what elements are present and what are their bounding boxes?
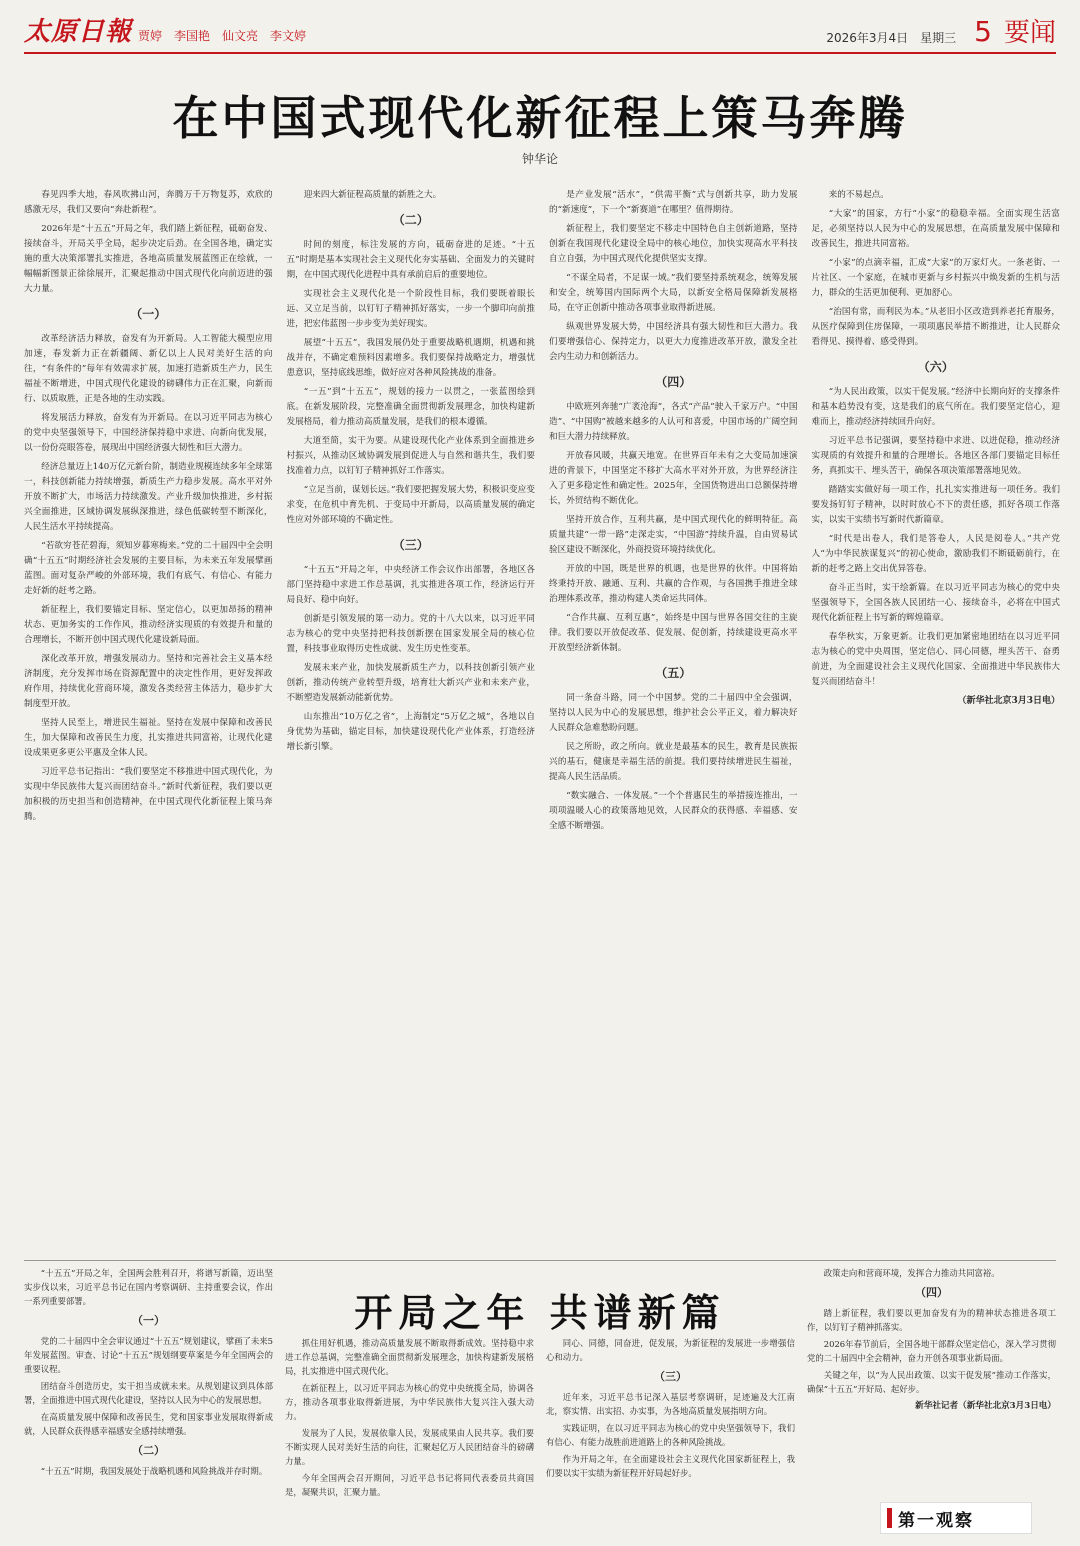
paragraph: “十五五”开局之年，全国两会胜利召开，将谱写新篇，迈出坚实步伐以来，习近平总书记在国内考察调研、主持重要会议，作出一系列重要部署。	[24, 1268, 273, 1306]
section-number: （六）	[917, 360, 954, 374]
editors-list	[138, 27, 306, 52]
paragraph: 同一条奋斗路，同一个中国梦。党的二十届四中全会强调，坚持以人民为中心的发展思想，维护社会公平正义，着力解决好人民群众急难愁盼问题。	[549, 693, 798, 733]
editor-name: 贾婷	[138, 29, 163, 43]
paragraph: “为人民出政策，以实干促发展。”经济中长期向好的支撑条件和基本趋势没有变，这是我们的底气所在。我们要坚定信心，迎难而上，推动经济持续回升向好。	[811, 387, 1060, 427]
paragraph: 作为开局之年，在全面建设社会主义现代化国家新征程上，我们要以实干实绩为新征程开好局起好步。	[546, 1454, 795, 1478]
newspaper-logo: 太原日報	[24, 17, 133, 47]
section-number: （四）	[655, 375, 692, 389]
paragraph: “时代是出卷人，我们是答卷人，人民是阅卷人。”共产党人“为中华民族谋复兴”的初心使命，激励我们不断砥砺前行，在新的赶考之路上交出优异答卷。	[811, 534, 1060, 574]
paragraph: 迎来四大新征程高质量的新胜之大。	[303, 190, 442, 200]
paragraph: 习近平总书记强调，要坚持稳中求进、以进促稳，推动经济实现质的有效提升和量的合理增长。各地区各部门要锚定目标任务，真抓实干、埋头苦干，确保各项决策部署落地见效。	[811, 436, 1060, 476]
article-column	[549, 188, 798, 1252]
paragraph: 政策走向和营商环境，发挥合力推动共同富裕。	[823, 1268, 1000, 1278]
paragraph: 抓住用好机遇，推动高质量发展不断取得新成效。坚持稳中求进工作总基调，完整准确全面贯彻新发展理念，加快构建新发展格局，扎实推进中国式现代化。	[285, 1338, 534, 1376]
paragraph: “一五”到“十五五”，规划的接力一以贯之，一张蓝图绘到底。在新发展阶段，完整准确全面贯彻新发展理念，加快构建新发展格局，着力推动高质量发展，是我们的根本遵循。	[286, 387, 535, 427]
paragraph: 实现社会主义现代化是一个阶段性目标，我们要既着眼长远、又立足当前，以钉钉子精神抓好落实，一步一个脚印向前推进，把宏伟蓝图一步步变为美好现实。	[286, 289, 535, 329]
paragraph: 来的不易起点。	[828, 190, 889, 200]
paragraph: 深化改革开放，增强发展动力。坚持和完善社会主义基本经济制度，充分发挥市场在资源配置中的决定性作用，更好发挥政府作用，持续优化营商环境，激发各类经营主体活力，稳步扩大制度型开放。	[24, 654, 273, 709]
paragraph: 在新征程上，以习近平同志为核心的党中央统揽全局，协调各方，推动各项事业取得新进展，为中华民族伟大复兴注入强大动力。	[285, 1383, 534, 1421]
paragraph: 新征程上，我们要锚定目标、坚定信心，以更加昂扬的精神状态、更加务实的工作作风，推动经济实现质的有效提升和量的合理增长，不断开创中国式现代化建设新局面。	[24, 605, 273, 645]
badge-label: 第一观察	[898, 1510, 974, 1531]
paragraph: 同心、同德，同奋进，促发展，为新征程的发展进一步增强信心和动力。	[546, 1338, 795, 1362]
badge-accent-bar	[887, 1508, 892, 1528]
main-article-body	[24, 188, 1060, 1252]
section-number: （五）	[655, 666, 692, 680]
paragraph: 展望“十五五”，我国发展仍处于重要战略机遇期，机遇和挑战并存，不确定难预料因素增多。我们要保持战略定力，增强忧患意识，坚持底线思维，做好应对各种风险挑战的准备。	[286, 338, 535, 378]
article-column	[812, 188, 1061, 1252]
paragraph: 创新是引领发展的第一动力。党的十八大以来，以习近平同志为核心的党中央坚持把科技创新摆在国家发展全局的核心位置，科技事业取得历史性成就、发生历史性变革。	[286, 614, 535, 654]
paragraph: 经济总量迈上140万亿元新台阶，制造业规模连续多年全球第一，科技创新能力持续增强，新质生产力稳步发展。高水平对外开放不断扩大，市场活力持续激发。产业升级加快推进，乡村振兴全面推进，区域协调发展纵深推进，绿色低碳转型不断深化，人民生活水平持续提高。	[24, 462, 273, 532]
paragraph: 将发展活力释放，奋发有为开新局。在以习近平同志为核心的党中央坚强领导下，中国经济保持稳中求进、向新向优发展，以一份份亮眼答卷，展现出中国经济强大韧性和巨大潜力。	[24, 413, 273, 453]
paragraph: “十五五”时期，我国发展处于战略机遇和风险挑战并存时期。	[40, 1466, 268, 1476]
paragraph: 坚持开放合作，互利共赢，是中国式现代化的鲜明特征。高质量共建“一带一路”走深走实，“中国游”持续升温，自由贸易试验区建设不断深化，外商投资环境持续优化。	[549, 515, 798, 555]
paragraph: 坚持人民至上，增进民生福祉。坚持在发展中保障和改善民生，加大保障和改善民生力度，扎实推进共同富裕，让现代化建设成果更多更公平惠及全体人民。	[24, 718, 273, 758]
paragraph: 春华秋实，万象更新。让我们更加紧密地团结在以习近平同志为核心的党中央周围，坚定信心、同心同德，埋头苦干、奋勇前进，为全面建设社会主义现代化国家、全面推进中华民族伟大复兴而团结奋斗！	[811, 632, 1060, 687]
paragraph: 改革经济活力释放，奋发有为开新局。人工智能大模型应用加速，春发新力正在新疆阔、新亿以上人民对美好生活的向往，“有条件的”每年有效需求扩展，加速打造新质生产力，民生福祉不断增进，中国式现代化建设的磅礴伟力正在汇聚，向新而行、以质取胜，正是各地的生动实践。	[24, 334, 273, 404]
paragraph: “大家”的国家，方行“小家”的稳稳幸福。全面实现生活富足，必须坚持以人民为中心的发展思想，在高质量发展中保障和改善民生，推进共同富裕。	[811, 209, 1060, 249]
paragraph: “治国有常，而利民为本。”从老旧小区改造到养老托育服务，从医疗保障到住房保障，一项项惠民举措不断推进，让人民群众看得见、摸得着、感受得到。	[811, 307, 1060, 347]
editor-name: 李国艳	[174, 29, 211, 43]
masthead	[24, 12, 1056, 54]
paragraph: “若欲穷苍茫碧海，须知岁暮寒梅来。”党的二十届四中全会明确“十五五”时期经济社会发展的主要目标，为未来五年发展擘画蓝图。面对复杂严峻的外部环境，我们有底气、有信心、有能力走好新的赶考之路。	[24, 541, 273, 596]
section-number: （一）	[130, 307, 167, 321]
paragraph: “小家”的点滴幸福，汇成“大家”的万家灯火。一条老街、一片社区、一个家庭，在城市更新与乡村振兴中焕发新的生机与活力，群众的生活更加便利、更加舒心。	[811, 258, 1060, 298]
page-number: 5	[974, 15, 992, 48]
article-credit: 新华社记者（新华社北京3月3日电）	[915, 1401, 1056, 1411]
paragraph: 山东推出“10万亿之省”，上海制定“5万亿之城”，各地以自身优势为基础，锚定目标，加快建设现代化产业体系，打造经济增长新引擎。	[286, 712, 535, 752]
paragraph: 踏踏实实做好每一项工作，扎扎实实推进每一项任务。我们要发扬钉钉子精神，以时时放心不下的责任感，抓好各项工作落实，以实干实绩书写新时代新篇章。	[811, 485, 1060, 525]
paragraph: “不谋全局者，不足谋一域。”我们要坚持系统观念，统筹发展和安全，统筹国内国际两个大局，以新安全格局保障新发展格局，在守正创新中推动各项事业取得新进展。	[549, 273, 798, 313]
section-number: （三）	[654, 1370, 687, 1383]
paragraph: 开放春风暖，共赢天地宽。在世界百年未有之大变局加速演进的背景下，中国坚定不移扩大高水平对外开放，为世界经济注入了更多稳定性和确定性。2025年，全国货物进出口总额保持增长，外贸结构不断优化。	[549, 451, 798, 506]
section-number: （二）	[392, 213, 429, 227]
paragraph: 在高质量发展中保障和改善民生，党和国家事业发展取得新成就，人民群众获得感幸福感安全感持续增强。	[24, 1412, 273, 1436]
main-headline: 在中国式现代化新征程上策马奔腾	[172, 91, 908, 145]
paragraph: 奋斗正当时，实干绘新篇。在以习近平同志为核心的党中央坚强领导下，全国各族人民团结一心、接续奋斗，必将在中国式现代化新征程上书写新的辉煌篇章。	[811, 583, 1060, 623]
sub-headline: 开局之年 共谱新篇	[354, 1291, 726, 1335]
paragraph: “数实融合、一体发展。”一个个普惠民生的举措接连推出，一项项温暖人心的政策落地见效，人民群众的获得感、幸福感、安全感不断增强。	[549, 791, 798, 831]
paragraph: 2026年春节前后，全国各地干部群众坚定信心，深入学习贯彻党的二十届四中全会精神，奋力开创各项事业新局面。	[807, 1339, 1056, 1363]
article-credit: （新华社北京3月3日电）	[957, 696, 1060, 706]
paragraph: 民之所盼，政之所向。就业是最基本的民生，教育是民族振兴的基石，健康是幸福生活的前提。我们要持续增进民生福祉，提高人民生活品质。	[549, 742, 798, 782]
section-number: （二）	[132, 1444, 165, 1457]
section-number: （四）	[915, 1286, 948, 1299]
paragraph: “合作共赢、互利互惠”，始终是中国与世界各国交往的主旋律。我们要以开放促改革、促发展、促创新，持续建设更高水平开放型经济新体制。	[549, 613, 798, 653]
article-column	[287, 188, 536, 1252]
paragraph: 中欧班列奔驰“广袤沧海”，各式“产品”驶入千家万户。“中国造”、“中国购”被越来越多的人认可和喜爱，中国市场的广阔空间和巨大潜力持续释放。	[549, 402, 798, 442]
paragraph: 开放的中国，既是世界的机遇，也是世界的伙伴。中国将始终秉持开放、融通、互利、共赢的合作观，与各国携手推进全球治理体系改革，推动构建人类命运共同体。	[549, 564, 798, 604]
paragraph: 近年来，习近平总书记深入基层考察调研，足迹遍及大江南北，察实情、出实招、办实事，为各地高质量发展指明方向。	[546, 1392, 795, 1416]
section-number: （一）	[132, 1314, 165, 1327]
section-name: 要闻	[1003, 18, 1056, 48]
paragraph: “立足当前，谋划长远。”我们要把握发展大势，积极识变应变求变，在危机中育先机、于变局中开新局，以高质量发展的确定性应对外部环境的不确定性。	[286, 485, 535, 525]
section-number: （三）	[392, 538, 429, 552]
paragraph: “十五五”开局之年，中央经济工作会议作出部署，各地区各部门坚持稳中求进工作总基调，扎实推进各项工作，经济运行开局良好、稳中向好。	[286, 565, 535, 605]
paragraph: 是产业发展“活水”，“供需平衡”式与创新共享，助力发展的“新速度”，下一个“新赛道”在哪里？值得期待。	[549, 190, 798, 215]
paragraph: 踏上新征程，我们要以更加奋发有为的精神状态推进各项工作，以钉钉子精神抓落实。	[807, 1308, 1056, 1332]
paragraph: 今年全国两会召开期间，习近平总书记将同代表委员共商国是，凝聚共识，汇聚力量。	[285, 1473, 534, 1497]
paragraph: 习近平总书记指出：“我们要坚定不移推进中国式现代化，为实现中华民族伟大复兴而团结奋斗。”新时代新征程，我们要以更加积极的历史担当和创造精神，在中国式现代化新征程上策马奔腾。	[24, 767, 273, 822]
byline: 钟华论	[521, 152, 558, 166]
paragraph: 发展为了人民，发展依靠人民，发展成果由人民共享。我们要不断实现人民对美好生活的向往，汇聚起亿万人民团结奋斗的磅礴力量。	[285, 1428, 534, 1466]
paragraph: 春见四季大地，春风吹拂山河，奔腾万千万物复苏，欢欣的感激无尽，我们又要向“奔赴新程”。	[24, 190, 273, 215]
date-area	[826, 15, 1056, 52]
paragraph: 发展未来产业，加快发展新质生产力，以科技创新引领产业创新，推动传统产业转型升级，培育壮大新兴产业和未来产业，不断塑造发展新动能新优势。	[286, 663, 535, 703]
section-divider	[24, 1260, 1056, 1261]
paragraph: 团结奋斗创造历史，实干担当成就未来。从规划建议到具体部署，全面推进中国式现代化建设，坚持以人民为中心的发展思想。	[24, 1381, 273, 1405]
paragraph: 实践证明，在以习近平同志为核心的党中央坚强领导下，我们有信心、有能力战胜前进道路上的各种风险挑战。	[546, 1423, 795, 1447]
issue-weekday: 星期三	[920, 31, 957, 45]
paragraph: 纵观世界发展大势，中国经济具有强大韧性和巨大潜力。我们要增强信心、保持定力，以更大力度推进改革开放，激发全社会内生动力和创新活力。	[549, 322, 798, 362]
paragraph: 党的二十届四中全会审议通过“十五五”规划建议，擘画了未来5年发展蓝图。审查、讨论“十五五”规划纲要草案是今年全国两会的重要议程。	[24, 1336, 273, 1374]
paragraph: 时间的刻度，标注发展的方向，砥砺奋进的足迹。“十五五”时期是基本实现社会主义现代化夯实基础、全面发力的关键时期，在中国式现代化进程中具有承前启后的重要地位。	[286, 240, 535, 280]
column-badge	[880, 1502, 1032, 1534]
paragraph: 大道至简，实干为要。从建设现代化产业体系到全面推进乡村振兴，从推动区域协调发展到促进人与自然和谐共生，我们要找准着力点，以钉钉子精神抓好工作落实。	[286, 436, 535, 476]
article-column	[24, 188, 273, 1252]
issue-date: 2026年3月4日	[826, 31, 909, 45]
editor-name: 仙文亮	[222, 29, 259, 43]
paragraph: 新征程上，我们要坚定不移走中国特色自主创新道路，坚持创新在我国现代化建设全局中的核心地位，加快实现高水平科技自立自强，为中国式现代化提供坚实支撑。	[549, 224, 798, 264]
paragraph: 关键之年，以“为人民出政策、以实干促发展”推动工作落实，确保“十五五”开好局、起好步。	[807, 1370, 1056, 1394]
paragraph: 2026年是“十五五”开局之年，我们踏上新征程，砥砺奋发、接续奋斗，开局关乎全局，起步决定后劲。在全国各地，确定实施的重大决策部署扎实推进，各地高质量发展蓝图正在绘就，一幅幅新图景正徐徐展开，汇聚起推动中国式现代化向前迈进的强大力量。	[24, 224, 273, 294]
editor-name: 李文婷	[270, 29, 307, 43]
